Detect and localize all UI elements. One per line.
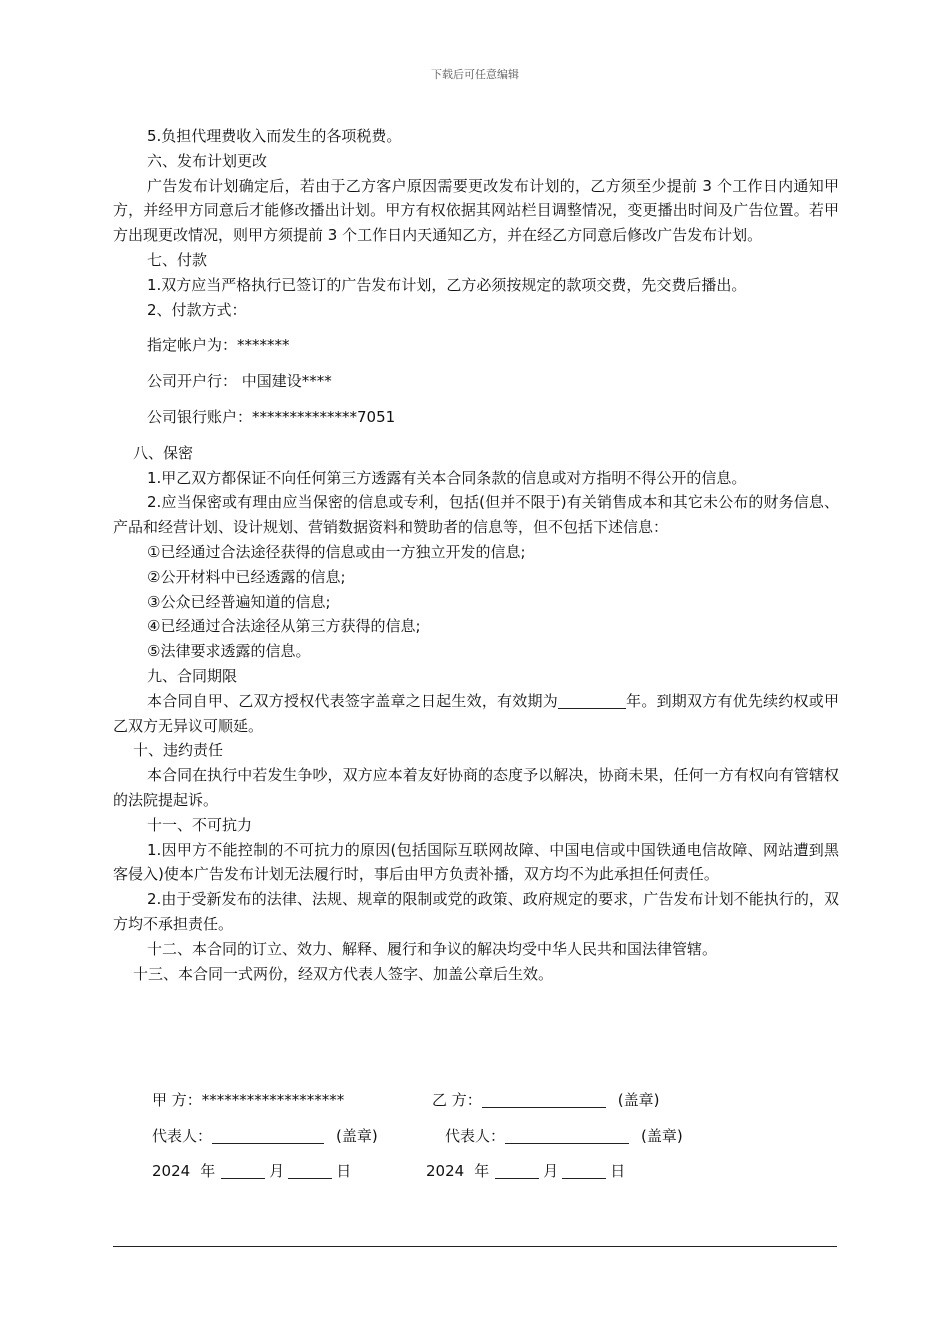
account-number: 公司银行账户：**************7051 <box>147 407 396 426</box>
clause-payment-2: 2、付款方式： <box>147 300 247 319</box>
section-heading-13: 十三、本合同一式两份，经双方代表人签字、加盖公章后生效。 <box>133 964 554 983</box>
rep-a-label: 代表人： <box>152 1127 213 1145</box>
date-b-day-unit: 日 <box>610 1162 626 1180</box>
clause-confidential-2: 2.应当保密或有理由应当保密的信息或专利，包括(但并不限于)有关销售成本和其它未公布的财务信息、产品和经营计划、设计规划、营销数据资料和赞助者的信息等，但不包括下述信息： <box>113 493 839 537</box>
party-a-label: 甲 方： <box>152 1091 202 1109</box>
date-a-month-blank <box>221 1162 265 1179</box>
list-item: ③公众已经普遍知道的信息; <box>147 592 331 611</box>
clause-term-start: 本合同自甲、乙双方授权代表签字盖章之日起生效，有效期为 <box>147 691 558 710</box>
clause-term <box>113 689 839 739</box>
party-b-line <box>432 1089 660 1111</box>
section-heading-6: 六、发布计划更改 <box>147 151 268 170</box>
list-item: ④已经通过合法途径从第三方获得的信息; <box>147 617 421 636</box>
clause-tax: 5.负担代理费收入而发生的各项税费。 <box>147 127 402 145</box>
date-b-line <box>426 1160 625 1182</box>
rep-a-seal: (盖章) <box>336 1127 378 1145</box>
rep-b-line <box>445 1125 683 1147</box>
section-heading-11: 十一、不可抗力 <box>147 815 253 834</box>
account-name: 指定帐户为：******* <box>147 336 290 355</box>
section-heading-7: 七、付款 <box>147 250 208 269</box>
rep-b-label: 代表人： <box>445 1127 506 1145</box>
rep-b-blank <box>505 1127 629 1144</box>
party-a-value: ******************* <box>201 1091 345 1109</box>
section-heading-8: 八、保密 <box>133 443 194 462</box>
rep-b-seal: (盖章) <box>641 1127 683 1145</box>
date-b-day-blank <box>562 1162 606 1179</box>
clause-payment-1: 1.双方应当严格执行已签订的广告发布计划，乙方必须按规定的款项交费，先交费后播出。 <box>147 275 747 294</box>
term-years-blank <box>558 692 626 709</box>
clause-term-end: 年。到期双方有优先续约权或甲乙双方无异议可顺延。 <box>113 691 839 735</box>
date-a-year: 2024 <box>152 1162 191 1180</box>
clause-force-majeure-2: 2.由于受新发布的法律、法规、规章的限制或党的政策、政府规定的要求，广告发布计划不能执行的，双方均不承担责任。 <box>113 890 839 933</box>
clause-plan-change: 广告发布计划确定后，若由于乙方客户原因需要更改发布计划的，乙方须至少提前 3 个工作日内通知甲方，并经甲方同意后才能修改播出计划。甲方有权依据其网站栏目调整情况，变更播出时间及广告位置。若甲方出现更改情况，则甲方须提前 3 个工作日内天通知乙方，并在经乙方同意后修改广告发布计划。 <box>113 176 839 245</box>
contract-body <box>113 124 839 986</box>
rep-a-line <box>152 1125 378 1147</box>
list-item: ①已经通过合法途径获得的信息或由一方独立开发的信息; <box>147 542 526 561</box>
clause-force-majeure-1: 1.因甲方不能控制的不可抗力的原因(包括国际互联网故障、中国电信或中国铁通电信故障、网站遭到黑客侵入)使本广告发布计划无法履行时，事后由甲方负责补播，双方均不为此承担任何责任。 <box>113 840 839 884</box>
date-a-year-unit: 年 <box>200 1162 216 1180</box>
section-heading-12: 十二、本合同的订立、效力、解释、履行和争议的解决均受中华人民共和国法律管辖。 <box>147 939 718 958</box>
section-heading-10: 十、违约责任 <box>133 741 224 760</box>
list-item: ②公开材料中已经透露的信息; <box>147 567 346 586</box>
party-b-blank <box>482 1091 606 1108</box>
date-b-year: 2024 <box>426 1162 465 1180</box>
date-a-line <box>152 1160 351 1182</box>
date-b-month-blank <box>495 1162 539 1179</box>
account-bank: 公司开户行： 中国建设**** <box>147 372 332 391</box>
rep-a-blank <box>212 1127 324 1144</box>
party-b-seal: (盖章) <box>617 1091 660 1109</box>
date-a-month-unit: 月 <box>269 1162 285 1180</box>
clause-confidential-1: 1.甲乙双方都保证不向任何第三方透露有关本合同条款的信息或对方指明不得公开的信息。 <box>147 468 747 487</box>
party-a-line <box>152 1089 344 1111</box>
date-b-month-unit: 月 <box>543 1162 559 1180</box>
section-heading-9: 九、合同期限 <box>147 666 238 685</box>
footer-rule <box>113 1246 837 1247</box>
party-b-label: 乙 方： <box>432 1091 482 1109</box>
page-header: 下载后可任意编辑 <box>431 68 519 81</box>
date-a-day-unit: 日 <box>336 1162 352 1180</box>
date-b-year-unit: 年 <box>474 1162 490 1180</box>
list-item: ⑤法律要求透露的信息。 <box>147 642 311 661</box>
clause-breach: 本合同在执行中若发生争吵，双方应本着友好协商的态度予以解决，协商未果，任何一方有权向有管辖权的法院提起诉。 <box>113 766 839 809</box>
date-a-day-blank <box>288 1162 332 1179</box>
